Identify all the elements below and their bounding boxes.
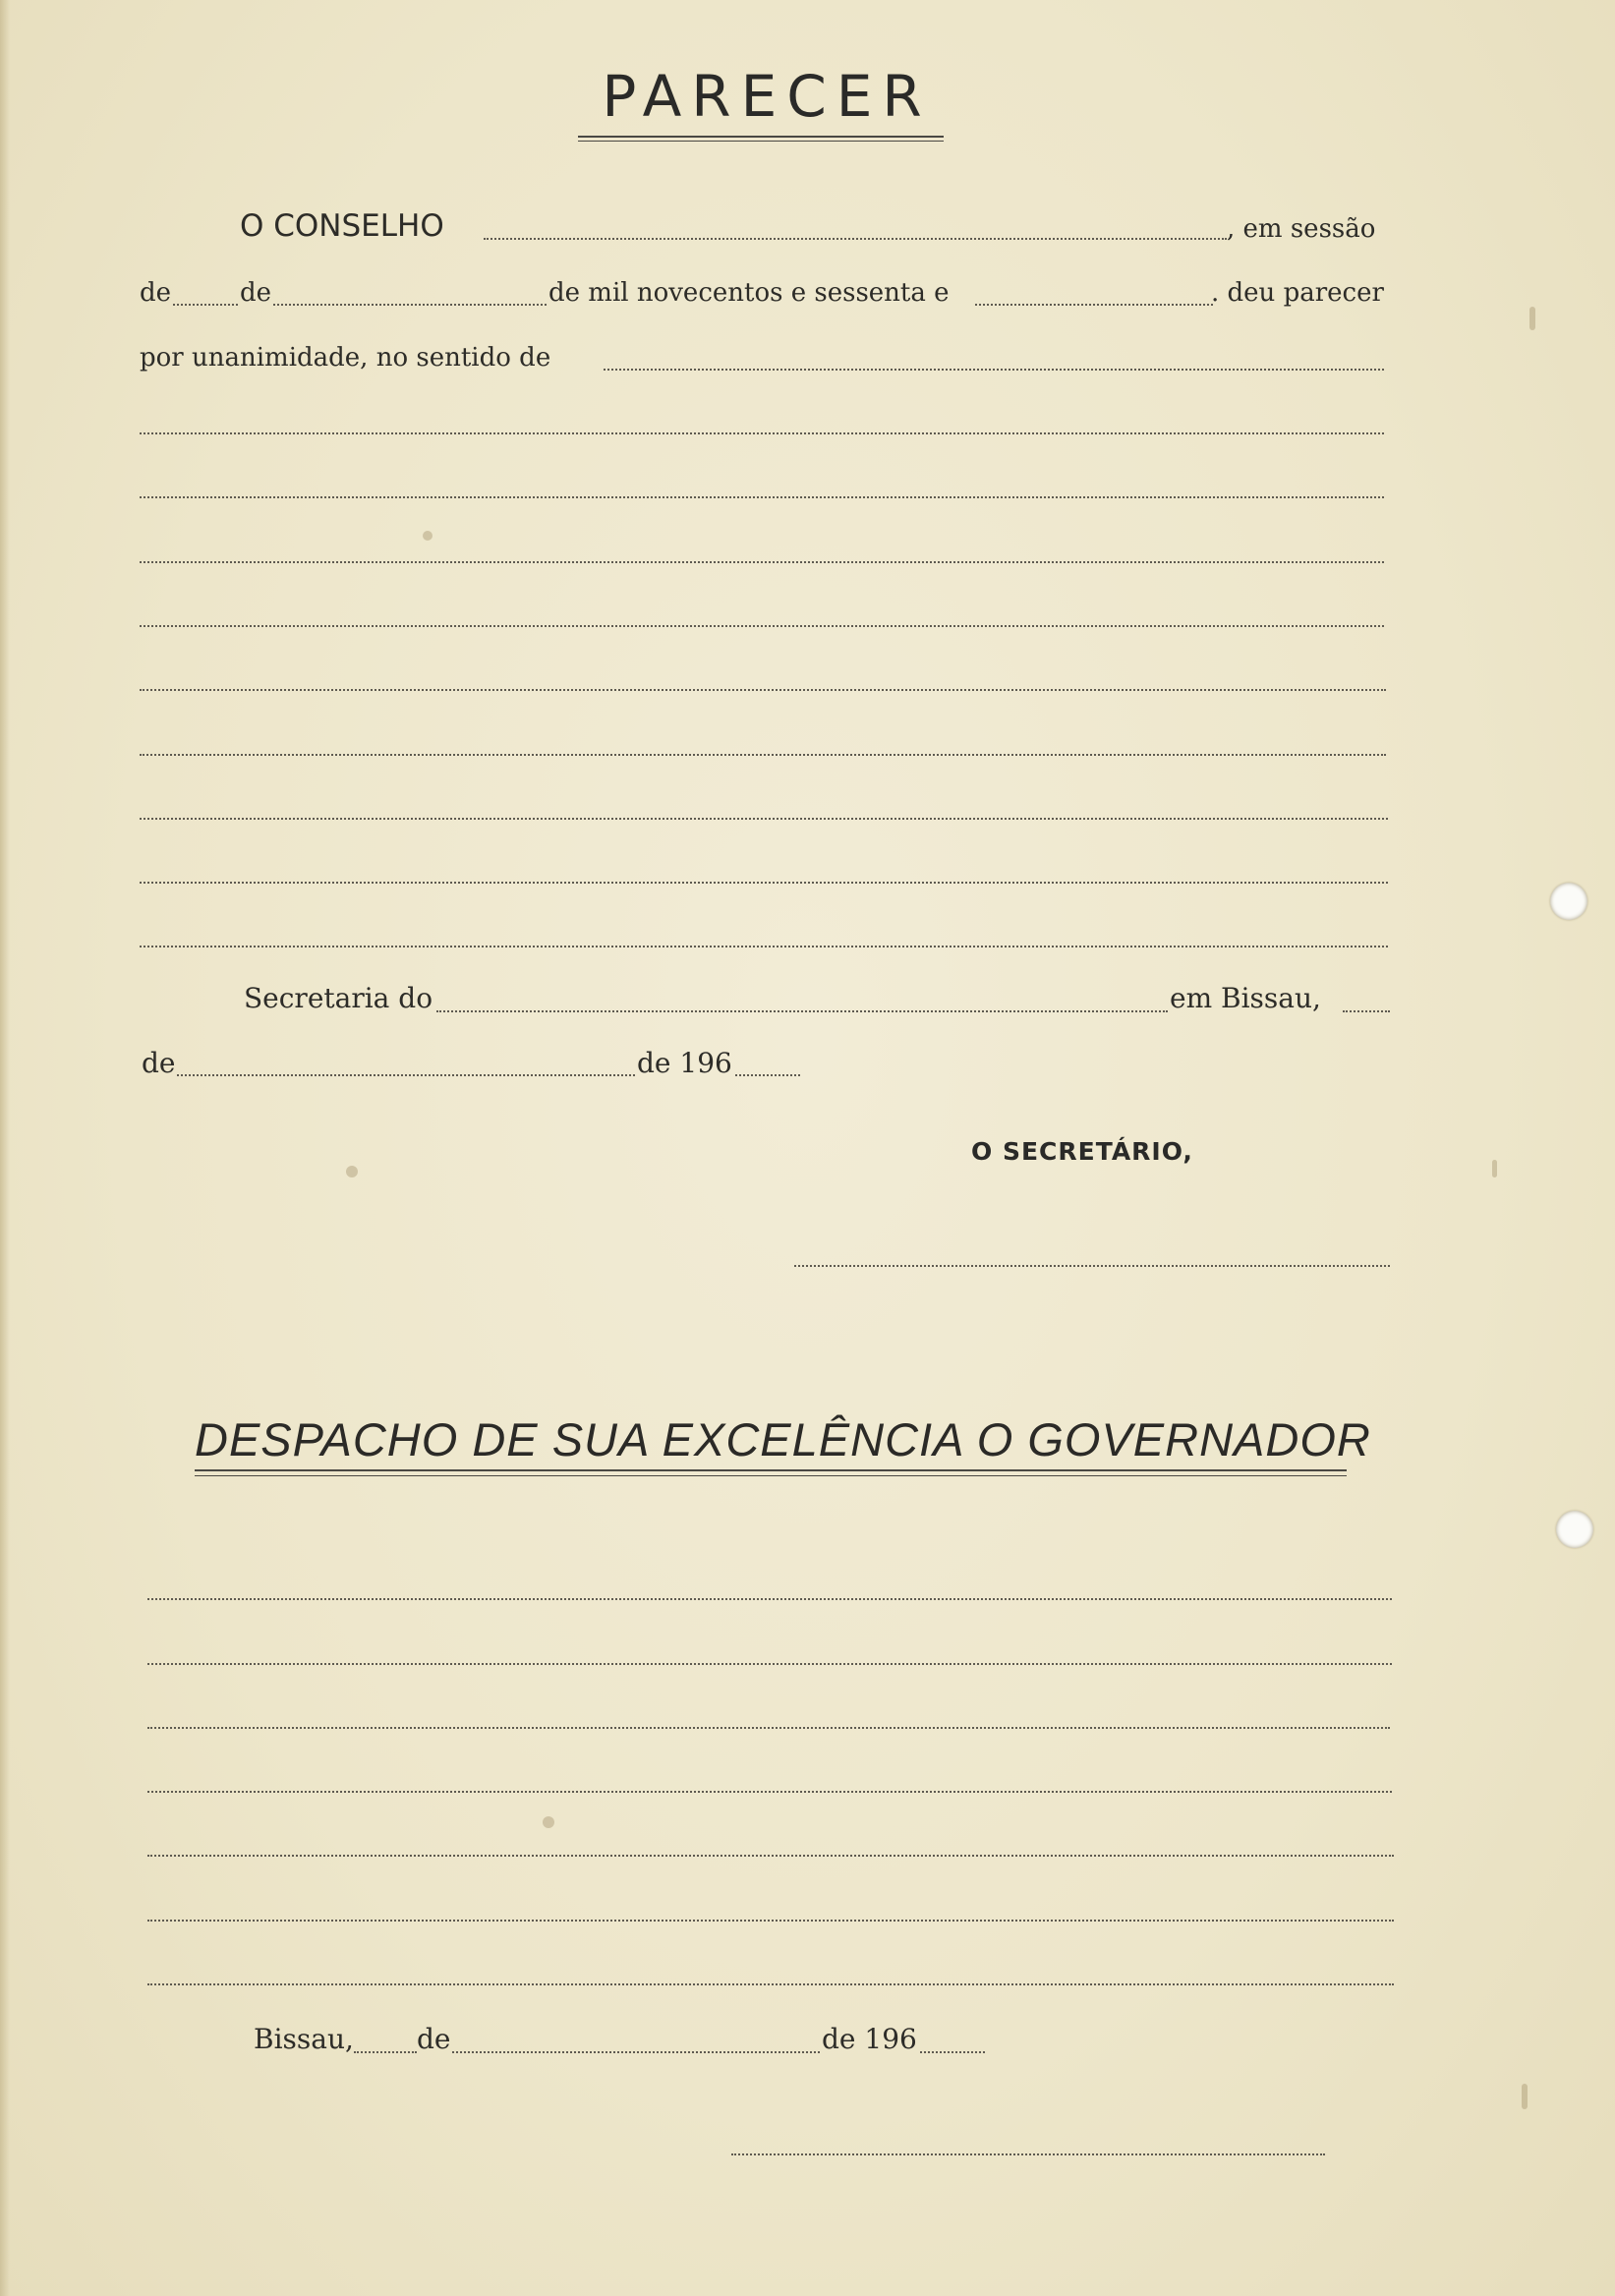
parecer-line[interactable] <box>140 689 1386 691</box>
despacho-title: DESPACHO DE SUA EXCELÊNCIA O GOVERNADOR <box>195 1413 1371 1465</box>
despacho-line[interactable] <box>147 1920 1394 1922</box>
parecer-line[interactable] <box>140 561 1384 563</box>
despacho-month-field[interactable] <box>452 2051 820 2053</box>
paper-stain <box>1522 2084 1528 2109</box>
month-label: de <box>240 278 272 308</box>
title-underline-thin <box>578 141 944 142</box>
secretario-signature-field[interactable] <box>794 1265 1390 1267</box>
despacho-underline-thin <box>195 1475 1347 1476</box>
title-underline <box>578 136 944 138</box>
paper-stain <box>1529 307 1535 330</box>
paper-edge <box>0 0 10 2296</box>
punch-hole <box>1550 883 1587 920</box>
sentido-field[interactable] <box>604 369 1384 371</box>
month-field[interactable] <box>273 304 547 306</box>
secretaria-month-field[interactable] <box>177 1074 635 1076</box>
paper-stain <box>543 1816 554 1828</box>
year-text: de mil novecentos e sessenta e <box>548 278 950 308</box>
day-label: de <box>140 278 172 308</box>
paper-stain <box>346 1166 358 1177</box>
parecer-line[interactable] <box>140 882 1388 884</box>
despacho-year-field[interactable] <box>920 2051 985 2053</box>
sessao-label: , em sessão <box>1227 214 1376 244</box>
despacho-day-field[interactable] <box>354 2051 417 2053</box>
parecer-line[interactable] <box>140 432 1384 434</box>
parecer-line[interactable] <box>140 818 1388 820</box>
despacho-date-label: de <box>417 2023 451 2055</box>
year-field[interactable] <box>975 304 1213 306</box>
sentido-label: por unanimidade, no sentido de <box>140 343 551 373</box>
secretaria-field[interactable] <box>436 1010 1168 1012</box>
despacho-underline <box>195 1469 1347 1471</box>
despacho-line[interactable] <box>147 1983 1394 1985</box>
parecer-line[interactable] <box>140 496 1384 498</box>
parecer-title: PARECER <box>602 63 932 130</box>
day-field[interactable] <box>173 304 238 306</box>
secretaria-year-field[interactable] <box>735 1074 800 1076</box>
conselho-field[interactable] <box>484 238 1227 240</box>
punch-hole <box>1556 1511 1593 1548</box>
parecer-line[interactable] <box>140 946 1388 947</box>
bissau-day-field[interactable] <box>1343 1010 1390 1012</box>
bissau-label: em Bissau, <box>1170 982 1321 1014</box>
parecer-line[interactable] <box>140 754 1386 756</box>
despacho-line[interactable] <box>147 1663 1392 1665</box>
deu-parecer-label: . deu parecer <box>1211 278 1384 308</box>
conselho-label: O CONSELHO <box>240 208 444 244</box>
parecer-line[interactable] <box>140 625 1384 627</box>
governador-signature-field[interactable] <box>731 2153 1325 2155</box>
despacho-line[interactable] <box>147 1727 1390 1729</box>
paper-stain <box>423 531 433 541</box>
secretaria-year-label: de 196 <box>637 1047 732 1079</box>
despacho-line[interactable] <box>147 1855 1394 1857</box>
secretario-label: O SECRETÁRIO, <box>971 1137 1193 1166</box>
despacho-place-label: Bissau, <box>254 2023 354 2055</box>
despacho-line[interactable] <box>147 1598 1392 1600</box>
secretaria-date-label: de <box>142 1047 176 1079</box>
despacho-line[interactable] <box>147 1791 1392 1793</box>
paper-stain <box>1492 1160 1497 1177</box>
despacho-year-label: de 196 <box>822 2023 917 2055</box>
secretaria-label: Secretaria do <box>244 982 433 1014</box>
